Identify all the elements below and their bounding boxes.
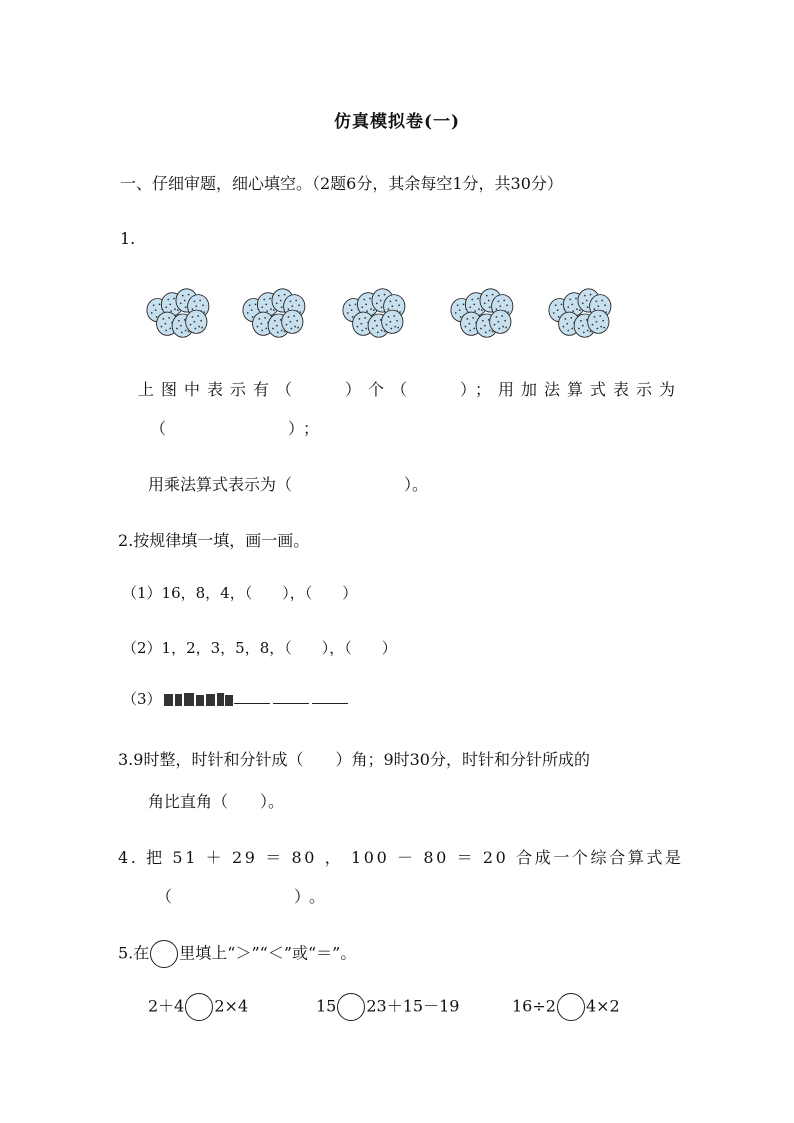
strawberry-group-icon bbox=[542, 283, 612, 345]
question-4-line-2: （ ）。 bbox=[156, 887, 333, 906]
comparison-left: 16÷2 bbox=[512, 996, 556, 1016]
question-3-line-2: 角比直角（ ）。 bbox=[148, 792, 285, 811]
circle-blank-icon bbox=[150, 940, 178, 968]
question-2-heading: 2.按规律填一填，画一画。 bbox=[118, 531, 310, 550]
question-1-number: 1. bbox=[120, 229, 136, 248]
question-2-item-3-label: （3） bbox=[122, 690, 162, 708]
question-5-heading bbox=[118, 940, 356, 968]
page-title: 仿真模拟卷(一) bbox=[333, 112, 461, 132]
question-1-line-3: 用乘法算式表示为（ ）。 bbox=[148, 475, 429, 494]
strawberry-group-icon bbox=[444, 283, 514, 345]
comparison-right: 4×2 bbox=[585, 996, 620, 1016]
comparison-1 bbox=[148, 993, 248, 1021]
question-2-item-1: （1）16，8，4，（ ），（ ） bbox=[122, 584, 358, 602]
question-1-line-1: 上图中表示有（ ）个（ ）；用加法算式表示为 bbox=[138, 380, 683, 399]
comparison-left: 2＋4 bbox=[148, 996, 185, 1016]
blank-line[interactable] bbox=[312, 689, 348, 704]
question-4-line-1: 4. 把 51 ＋ 29 ＝ 80 ， 100 － 80 ＝ 20 合成一个综合算式是 bbox=[118, 848, 684, 867]
comparison-circle-blank[interactable] bbox=[185, 993, 213, 1021]
question-2-item-3 bbox=[122, 688, 351, 709]
question-1-line-2: （ ）； bbox=[150, 419, 327, 438]
blank-line[interactable] bbox=[273, 689, 309, 704]
strawberry-group-icon bbox=[140, 283, 210, 345]
strawberry-groups bbox=[140, 283, 620, 345]
comparison-circle-blank[interactable] bbox=[337, 993, 365, 1021]
question-5-heading-post: 里填上“＞”“＜”或“＝”。 bbox=[179, 943, 357, 963]
question-5-heading-pre: 5.在 bbox=[118, 943, 150, 963]
question-2-item-2: （2）1，2，3，5，8，（ ），（ ） bbox=[122, 639, 397, 657]
comparison-2 bbox=[316, 993, 459, 1021]
section-heading: 一、仔细审题，细心填空。（2题6分，其余每空1分，共30分） bbox=[120, 174, 563, 193]
comparison-left: 15 bbox=[316, 996, 337, 1016]
blank-line[interactable] bbox=[234, 689, 270, 704]
strawberry-group-icon bbox=[236, 283, 306, 345]
pattern-figures-icon bbox=[162, 691, 234, 709]
comparison-right: 23＋15－19 bbox=[366, 996, 460, 1016]
comparison-right: 2×4 bbox=[214, 996, 249, 1016]
comparison-circle-blank[interactable] bbox=[557, 993, 585, 1021]
comparison-3 bbox=[512, 993, 620, 1021]
question-3-line-1: 3.9时整，时针和分针成（ ）角；9时30分，时针和分针所成的 bbox=[118, 750, 590, 769]
strawberry-group-icon bbox=[336, 283, 406, 345]
